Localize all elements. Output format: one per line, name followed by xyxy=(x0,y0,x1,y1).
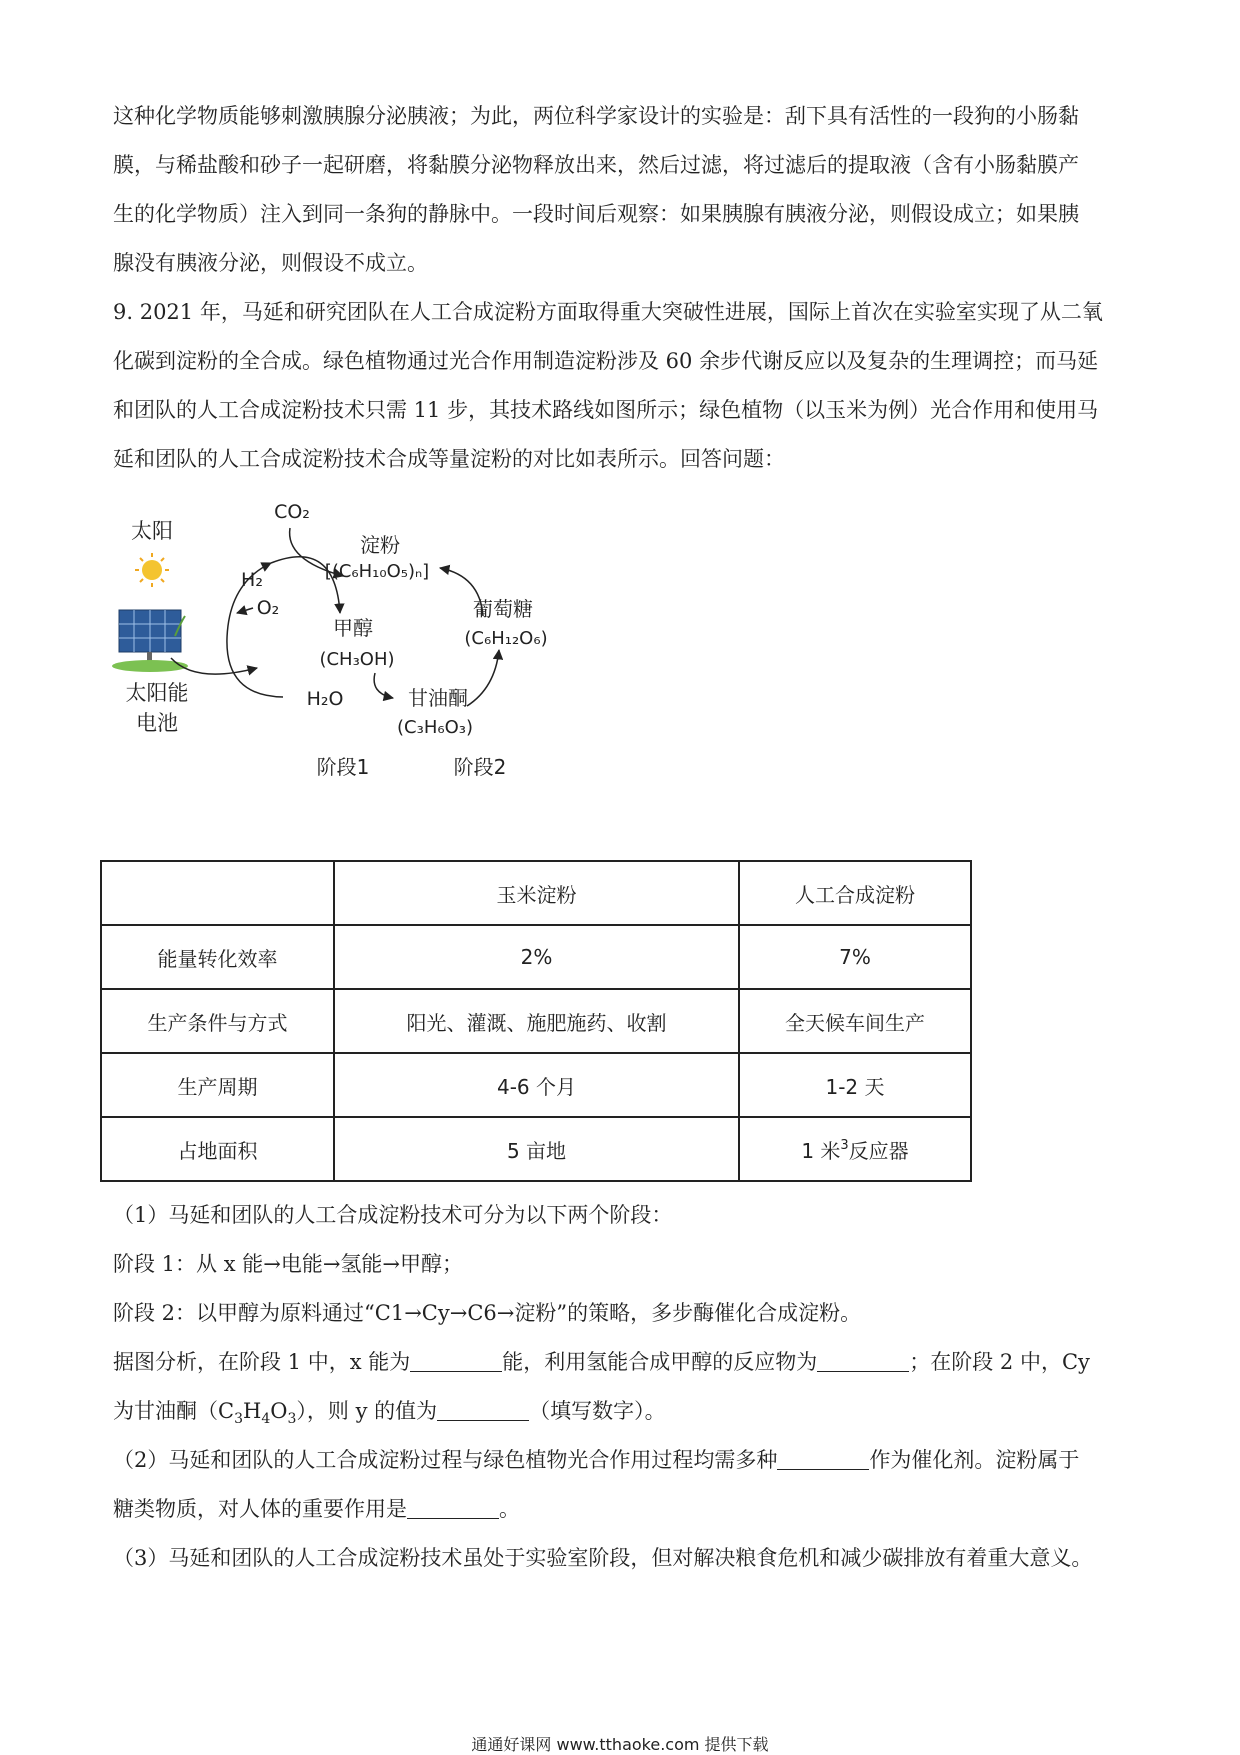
arrow-glycerone-to-glucose xyxy=(467,650,499,706)
answer-blank-starch-role[interactable] xyxy=(407,1498,499,1519)
table-cell xyxy=(739,1117,971,1181)
area-superscript: 3 xyxy=(840,1137,849,1153)
table-cell: 1-2 天 xyxy=(739,1053,971,1117)
methanol-label: 甲醇 xyxy=(333,616,373,640)
formula-subscript: 4 xyxy=(261,1411,271,1427)
table-cell: 生产条件与方式 xyxy=(101,989,334,1053)
area-value: 1 米 xyxy=(801,1138,841,1163)
part2-text-a: （2）马延和团队的人工合成淀粉过程与绿色植物光合作用过程均需多种 xyxy=(113,1448,778,1472)
answer-blank-catalyst[interactable] xyxy=(777,1449,869,1470)
part1-intro: （1）马延和团队的人工合成淀粉技术可分为以下两个阶段： xyxy=(113,1203,673,1227)
glucose-formula: (C₆H₁₂O₆) xyxy=(464,628,548,649)
table-row xyxy=(101,989,971,1053)
part1-stage1: 阶段 1：从 x 能→电能→氢能→甲醇； xyxy=(113,1252,464,1276)
table-cell: 7% xyxy=(739,925,971,989)
sun-label: 太阳 xyxy=(131,519,173,543)
intro-line-2: 膜，与稀盐酸和砂子一起研磨，将黏膜分泌物释放出来，然后过滤，将过滤后的提取液（含有小肠黏膜产 xyxy=(113,153,1079,177)
part1-q2-text-c: （填写数字）。 xyxy=(529,1399,666,1423)
intro-line-1: 这种化学物质能够刺激胰腺分泌胰液；为此，两位科学家设计的实验是：刮下具有活性的一段狗的小肠黏 xyxy=(113,104,1079,128)
table-cell: 阳光、灌溉、施肥施药、收割 xyxy=(334,989,739,1053)
table-header-cell: 人工合成淀粉 xyxy=(739,861,971,925)
intro-line-3: 生的化学物质）注入到同一条狗的静脉中。一段时间后观察：如果胰腺有胰液分泌，则假设成立；如果胰 xyxy=(113,202,1079,226)
solar-cell-label: 太阳能 xyxy=(125,681,189,705)
part1-question xyxy=(113,1348,1090,1376)
part2-line-1 xyxy=(113,1446,1079,1474)
sun-icon xyxy=(135,553,169,587)
part1-question-text-a: 据图分析，在阶段 1 中，x 能为 xyxy=(113,1350,411,1374)
table-cell: 能量转化效率 xyxy=(101,925,334,989)
question-line-2: 化碳到淀粉的全合成。绿色植物通过光合作用制造淀粉涉及 60 余步代谢反应以及复杂的生理调控；而马延 xyxy=(113,349,1099,373)
table-cell: 生产周期 xyxy=(101,1053,334,1117)
page-footer: 通通好课网 www.tthaoke.com 提供下载 xyxy=(471,1735,769,1754)
methanol-formula: (CH₃OH) xyxy=(319,649,395,670)
answer-blank-x-energy[interactable] xyxy=(410,1351,502,1372)
part2-text-c: 糖类物质，对人体的重要作用是 xyxy=(113,1497,407,1521)
question-line-3: 和团队的人工合成淀粉技术只需 11 步，其技术路线如图所示；绿色植物（以玉米为例）光合作用和使用马 xyxy=(113,398,1099,422)
arrow-o2 xyxy=(237,608,253,613)
part1-question-text-b: 能，利用氢能合成甲醇的反应物为 xyxy=(502,1350,818,1374)
part1-question-2 xyxy=(113,1397,666,1433)
glycerone-formula: (C₃H₆O₃) xyxy=(397,717,473,738)
question-line-4: 延和团队的人工合成淀粉技术合成等量淀粉的对比如表所示。回答问题： xyxy=(113,447,785,471)
part1-q2-text-b: ），则 y 的值为 xyxy=(296,1399,438,1423)
answer-blank-y-value[interactable] xyxy=(437,1400,529,1421)
table-header-cell xyxy=(101,861,334,925)
area-suffix: 反应器 xyxy=(848,1138,909,1163)
formula-subscript: 3 xyxy=(234,1411,243,1427)
table-cell: 4-6 个月 xyxy=(334,1053,739,1117)
table-row xyxy=(101,925,971,989)
stage1-label: 阶段1 xyxy=(316,755,370,779)
formula-h: H xyxy=(243,1399,262,1423)
comparison-table xyxy=(100,860,972,1182)
table-cell: 5 亩地 xyxy=(334,1117,739,1181)
stage2-label: 阶段2 xyxy=(453,755,507,779)
formula-o: O xyxy=(270,1399,288,1423)
solar-cell-label-2: 电池 xyxy=(136,711,178,735)
part1-q2-text-a: 为甘油酮（C xyxy=(113,1399,235,1423)
table-row xyxy=(101,1053,971,1117)
part2-text-b: 作为催化剂。淀粉属于 xyxy=(869,1448,1080,1472)
part1-stage2: 阶段 2：以甲醇为原料通过“C1→Cy→C6→淀粉”的策略，多步酶催化合成淀粉。 xyxy=(113,1301,862,1325)
formula-subscript: 3 xyxy=(287,1411,297,1427)
part2-line-2 xyxy=(113,1495,520,1523)
starch-label: 淀粉 xyxy=(360,533,400,557)
part1-question-text-c: ；在阶段 2 中，Cy xyxy=(909,1350,1090,1374)
starch-synthesis-diagram xyxy=(105,488,665,788)
answer-blank-reactants[interactable] xyxy=(817,1351,909,1372)
glycerone-label: 甘油酮 xyxy=(408,686,468,710)
starch-formula: [(C₆H₁₀O₅)ₙ] xyxy=(324,561,430,582)
h2-label: H₂ xyxy=(241,569,263,591)
part3-line: （3）马延和团队的人工合成淀粉技术虽处于实验室阶段，但对解决粮食危机和减少碳排放有着重大意义。 xyxy=(113,1546,1093,1570)
glucose-label: 葡萄糖 xyxy=(473,597,533,621)
table-cell: 占地面积 xyxy=(101,1117,334,1181)
table-header-row xyxy=(101,861,971,925)
co2-label: CO₂ xyxy=(274,501,310,523)
table-cell: 全天候车间生产 xyxy=(739,989,971,1053)
question-line-1: 9. 2021 年，马延和研究团队在人工合成淀粉方面取得重大突破性进展，国际上首次在实验室实现了从二氧 xyxy=(113,300,1103,324)
o2-label: O₂ xyxy=(256,597,280,619)
table-cell: 2% xyxy=(334,925,739,989)
part2-text-d: 。 xyxy=(499,1497,520,1521)
intro-line-4: 腺没有胰液分泌，则假设不成立。 xyxy=(113,251,428,275)
h2o-label: H₂O xyxy=(306,688,344,710)
table-header-cell: 玉米淀粉 xyxy=(334,861,739,925)
arrow-methanol-to-glycerone xyxy=(374,673,393,698)
table-row xyxy=(101,1117,971,1181)
